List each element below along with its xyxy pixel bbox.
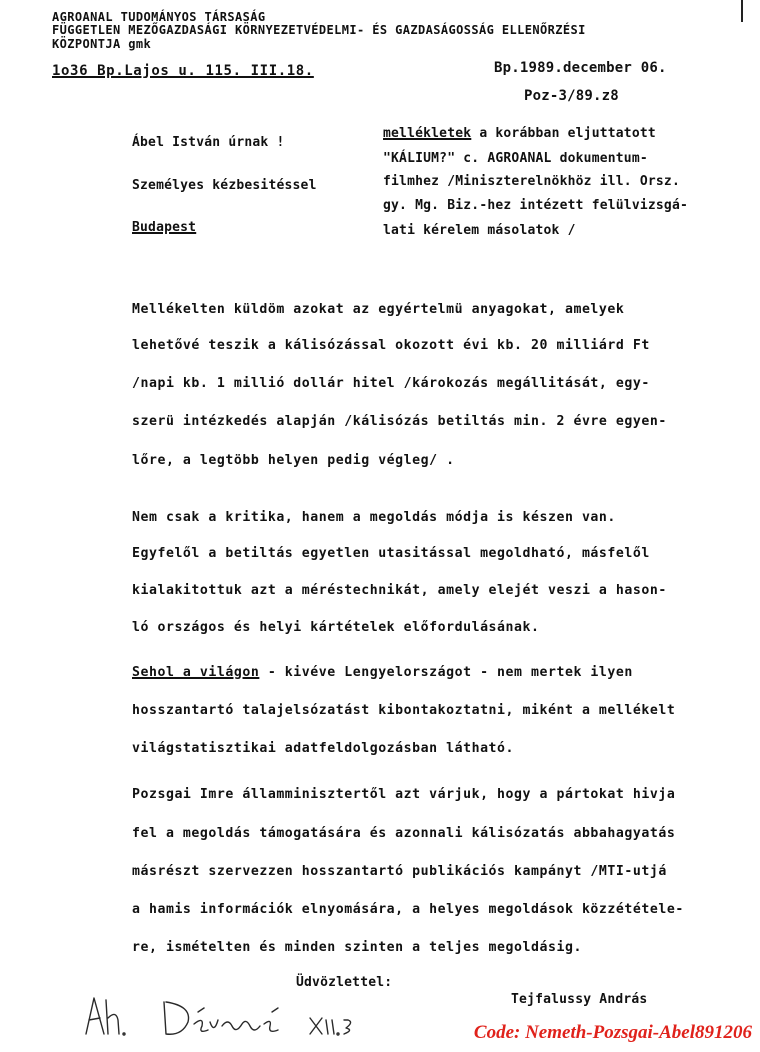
- paragraph-4-line-1: Pozsgai Imre államminisztertől azt várjuk, hogy a pártokat hivja: [132, 787, 676, 802]
- paragraph-4-line-2: fel a megoldás támogatására és azonnali kálisózatás abbahagyatás: [132, 826, 676, 841]
- paragraph-3-line-2: hosszantartó talajelsózatást kibontakoztatni, miként a mellékelt: [132, 703, 676, 718]
- document-code-label: Code: Nemeth-Pozsgai-Abel891206: [473, 1022, 752, 1043]
- paragraph-2-line-1: Nem csak a kritika, hanem a megoldás módja is készen van.: [132, 510, 616, 525]
- paragraph-3-line-3: világstatisztikai adatfeldolgozásban látható.: [132, 741, 515, 756]
- page-edge-line: [741, 0, 743, 22]
- paragraph-2-line-4: ló országos és helyi kártételek előfordulásának.: [132, 620, 540, 635]
- org-name-line3: KÖZPONTJA gmk: [52, 37, 152, 51]
- paragraph-1-line-4: szerü intézkedés alapján /kálisózás betiltás min. 2 évre egyen-: [132, 414, 667, 429]
- paragraph-3-line-1: [132, 665, 633, 680]
- closing-greeting: Üdvözlettel:: [296, 975, 393, 990]
- subject-line-5: lati kérelem másolatok /: [383, 223, 576, 238]
- org-address: 1o36 Bp.Lajos u. 115. III.18.: [52, 63, 314, 79]
- delivery-method: Személyes kézbesitéssel: [132, 178, 317, 193]
- subject-line-3: filmhez /Miniszterelnökhöz ill. Orsz.: [383, 174, 680, 189]
- subject-underlined-word: mellékletek: [383, 126, 472, 141]
- paragraph-4-line-3: másrészt szervezzen hosszantartó publikációs kampányt /MTI-utjá: [132, 864, 667, 879]
- paragraph-1-line-5: lőre, a legtöbb helyen pedig végleg/ .: [132, 453, 455, 468]
- letter-date: Bp.1989.december 06.: [494, 60, 667, 76]
- reference-number: Poz-3/89.z8: [524, 88, 619, 104]
- org-name-line1: AGROANAL TUDOMÁNYOS TÁRSASÁG: [52, 10, 266, 24]
- paragraph-1-line-3: /napi kb. 1 millió dollár hitel /károkozás megállitását, egy-: [132, 376, 650, 391]
- paragraph-1-line-1: Mellékelten küldöm azokat az egyértelmü anyagokat, amelyek: [132, 302, 625, 317]
- org-name-line2: FÜGGETLEN MEZŐGAZDASÁGI KÖRNYEZETVÉDELMI- ÉS GAZDASÁGOSSÁG ELLENŐRZÉSI: [52, 23, 586, 37]
- paragraph-4-line-5: re, ismételten és minden szinten a teljes megoldásig.: [132, 940, 582, 955]
- paragraph-2-line-2: Egyfelől a betiltás egyetlen utasitással megoldható, másfelől: [132, 546, 650, 561]
- subject-line-2: "KÁLIUM?" c. AGROANAL dokumentum-: [383, 151, 648, 166]
- subject-line-1-rest: a korábban eljuttatott: [471, 126, 656, 141]
- paragraph-3-line-1-rest: - kivéve Lengyelországot - nem mertek ilyen: [259, 665, 633, 680]
- recipient-city: Budapest: [132, 220, 197, 235]
- subject-line-4: gy. Mg. Biz.-hez intézett felülvizsgá-: [383, 198, 689, 213]
- subject-line-1: [383, 126, 656, 141]
- signature-name: Tejfalussy András: [511, 992, 648, 1007]
- paragraph-4-line-4: a hamis információk elnyomására, a helyes megoldások közzététele-: [132, 902, 684, 917]
- recipient-name: Ábel István úrnak !: [132, 135, 285, 150]
- paragraph-1-line-2: lehetővé teszik a kálisózással okozott évi kb. 20 milliárd Ft: [132, 338, 650, 353]
- paragraph-3-underlined: Sehol a világon: [132, 665, 260, 680]
- paragraph-2-line-3: kialakitottuk azt a méréstechnikát, amely elejét veszi a hason-: [132, 583, 667, 598]
- handwritten-note: [82, 990, 382, 1045]
